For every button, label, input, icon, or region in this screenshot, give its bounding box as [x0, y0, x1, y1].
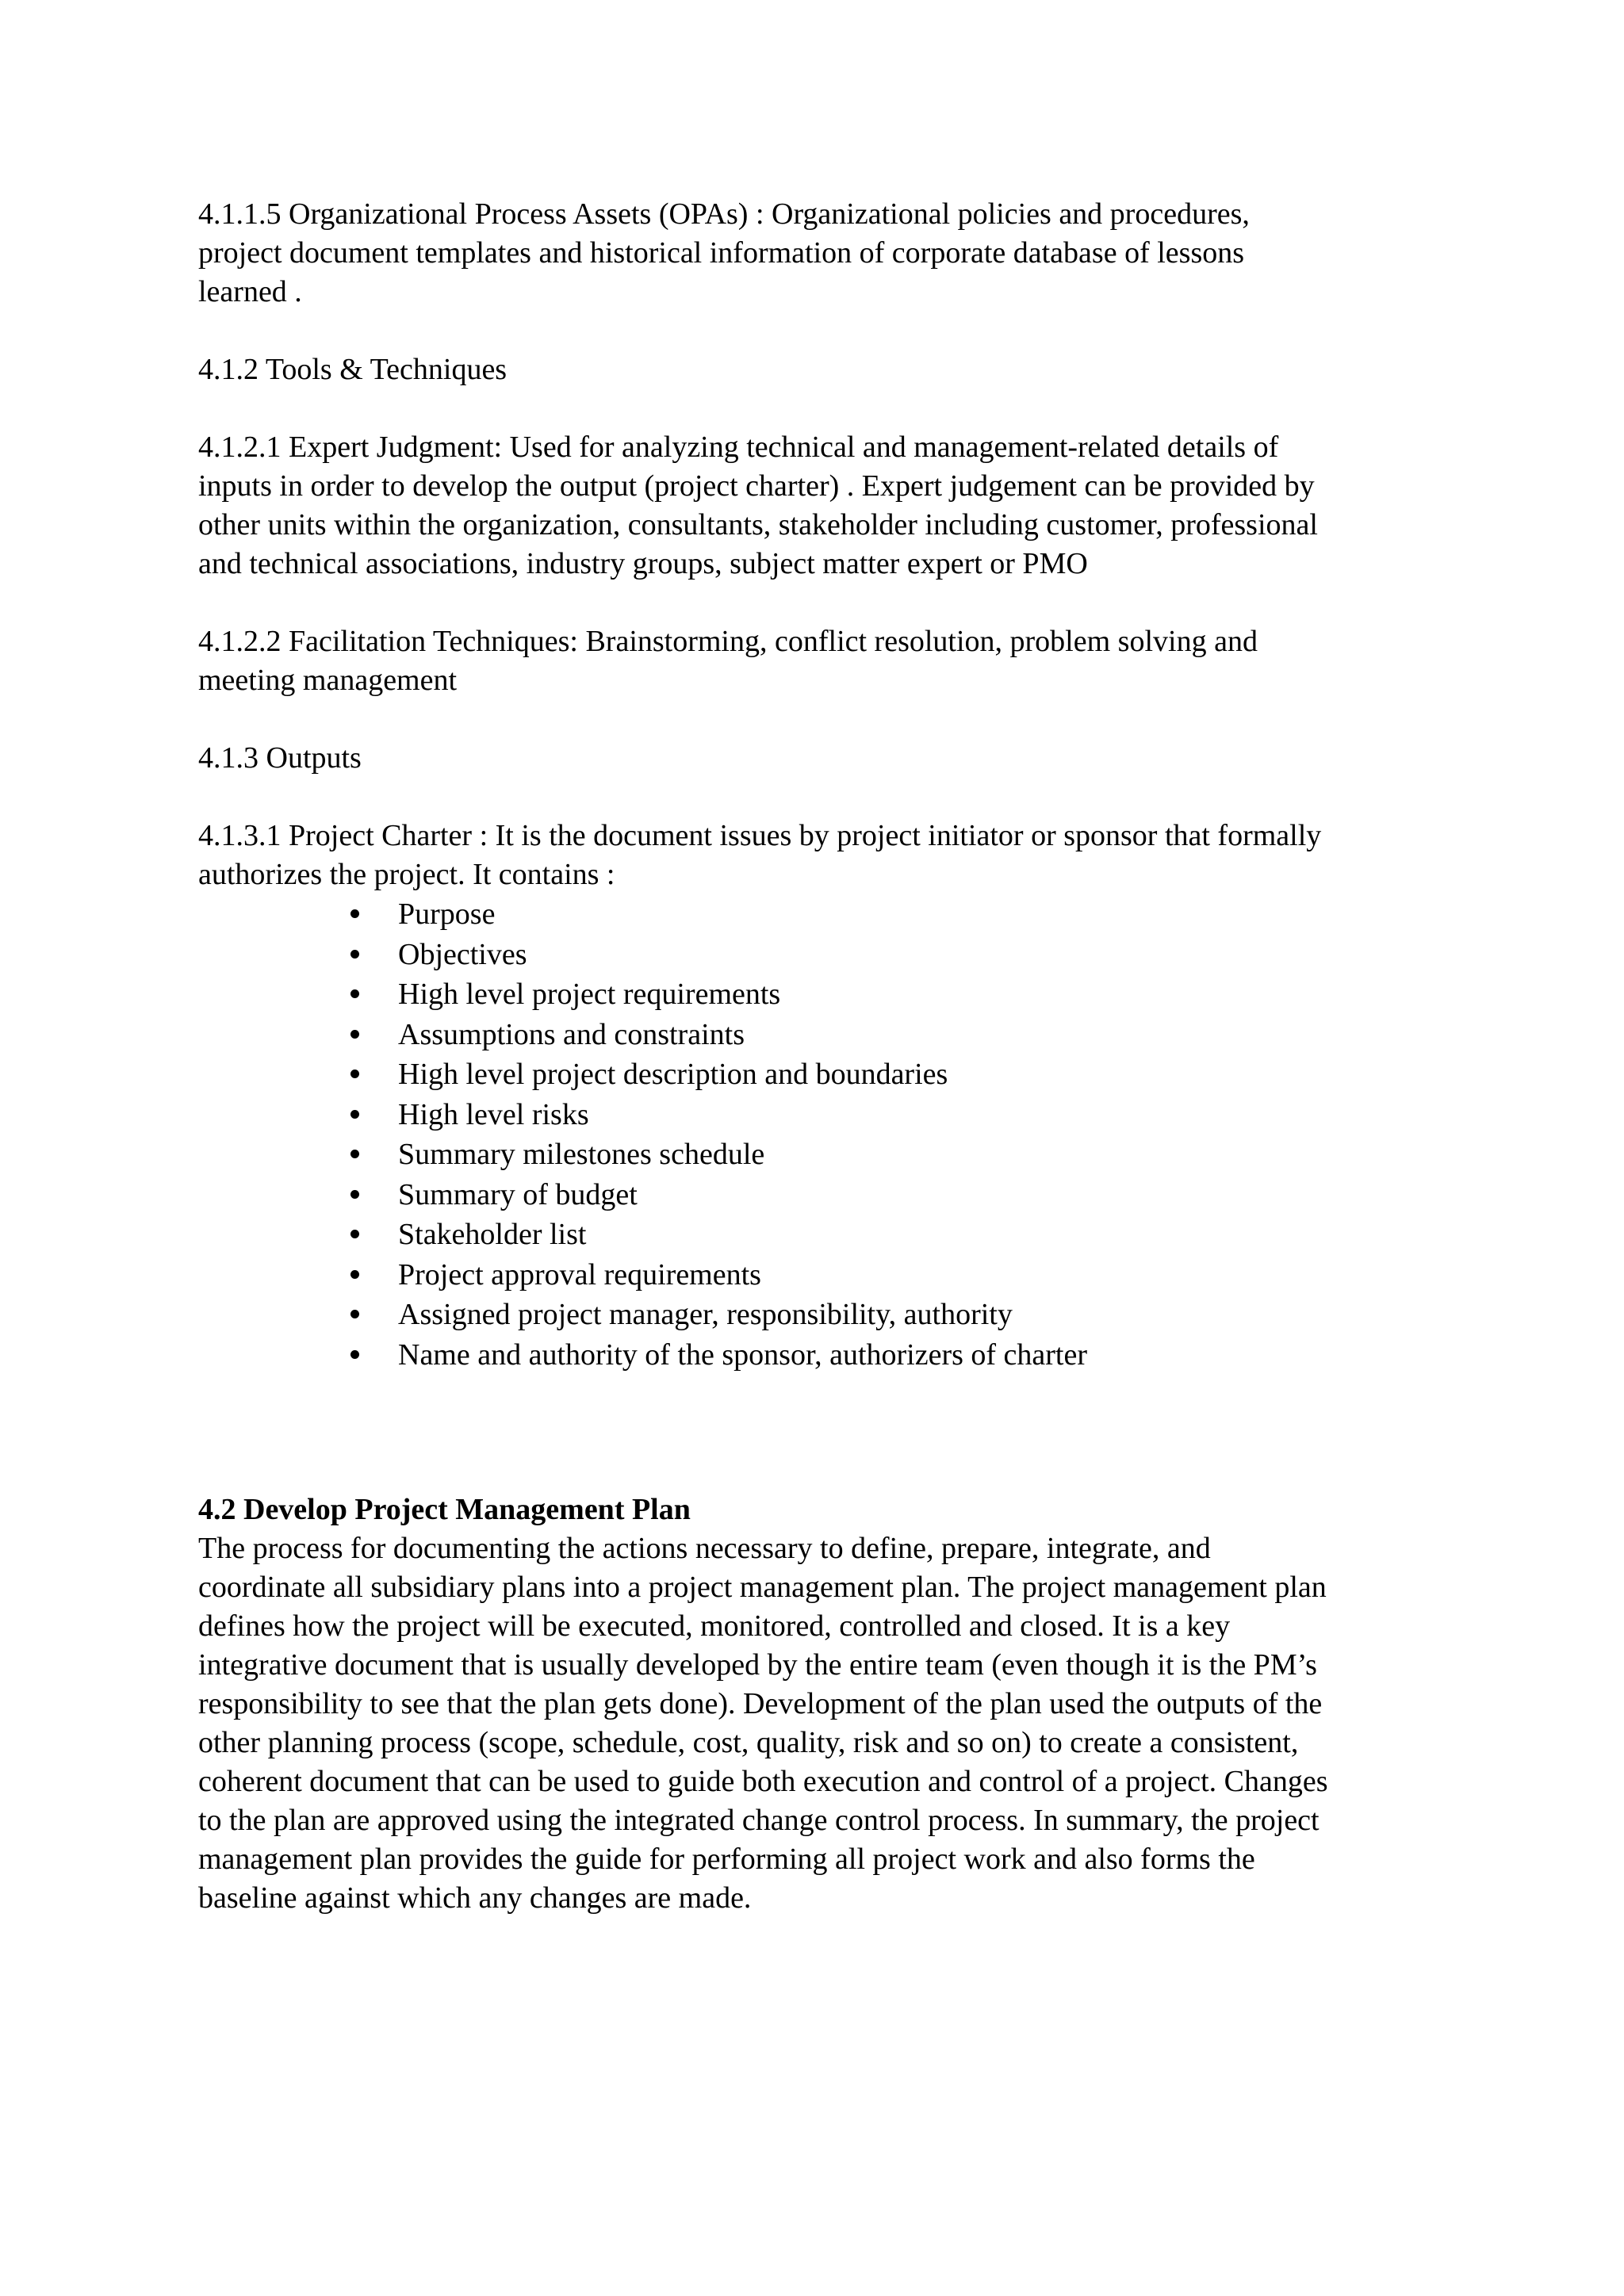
- develop-line-9: management plan provides the guide for performing all project work and also forms the: [198, 1843, 1255, 1876]
- develop-line-5: responsibility to see that the plan gets done). Development of the plan used the outputs of the: [198, 1687, 1323, 1720]
- project-charter-paragraph: [198, 817, 1435, 894]
- expert-line-4: and technical associations, industry groups, subject matter expert or PMO: [198, 547, 1088, 580]
- develop-line-10: baseline against which any changes are made.: [198, 1881, 752, 1915]
- expert-line-1: 4.1.2.1 Expert Judgment: Used for analyzing technical and management-related details of: [198, 430, 1279, 464]
- facilitation-paragraph: [198, 622, 1435, 700]
- opas-line-1: 4.1.1.5 Organizational Process Assets (OPAs) : Organizational policies and procedures,: [198, 197, 1250, 231]
- develop-line-3: defines how the project will be executed, monitored, controlled and closed. It is a key: [198, 1609, 1231, 1643]
- opas-line-2: project document templates and historical information of corporate database of lessons: [198, 236, 1245, 270]
- develop-line-2: coordinate all subsidiary plans into a project management plan. The project management plan: [198, 1571, 1327, 1604]
- list-item: Summary milestones schedule: [398, 1138, 765, 1171]
- outputs-heading: 4.1.3 Outputs: [198, 741, 362, 775]
- tools-techniques-heading: 4.1.2 Tools & Techniques: [198, 353, 508, 386]
- develop-line-1: The process for documenting the actions necessary to define, prepare, integrate, and: [198, 1532, 1211, 1565]
- charter-line-1: 4.1.3.1 Project Charter : It is the document issues by project initiator or sponsor that formally: [198, 819, 1322, 852]
- facilitation-line-1: 4.1.2.2 Facilitation Techniques: Brainstorming, conflict resolution, problem solving and: [198, 625, 1258, 658]
- list-item: High level project description and boundaries: [398, 1058, 948, 1091]
- expert-line-3: other units within the organization, consultants, stakeholder including customer, professional: [198, 508, 1318, 541]
- list-item: Summary of budget: [398, 1177, 638, 1211]
- develop-line-8: to the plan are approved using the integrated change control process. In summary, the project: [198, 1804, 1320, 1837]
- list-item: Stakeholder list: [398, 1218, 587, 1251]
- develop-plan-heading: 4.2 Develop Project Management Plan: [198, 1493, 691, 1526]
- expert-line-2: inputs in order to develop the output (project charter) . Expert judgement can be provided by: [198, 469, 1315, 503]
- list-item: Purpose: [398, 897, 496, 931]
- page-content: [198, 195, 1435, 1918]
- list-item: Assigned project manager, responsibility, authority: [398, 1298, 1013, 1331]
- list-item: High level project requirements: [398, 978, 781, 1011]
- list-item: Assumptions and constraints: [398, 1017, 745, 1051]
- opas-line-3: learned .: [198, 275, 302, 308]
- list-item: Project approval requirements: [398, 1257, 761, 1292]
- facilitation-line-2: meeting management: [198, 664, 458, 697]
- expert-judgment-paragraph: [198, 428, 1435, 584]
- list-item: Name and authority of the sponsor, authorizers of charter: [398, 1337, 1088, 1372]
- develop-line-4: integrative document that is usually developed by the entire team (even though it is the PM’s: [198, 1648, 1317, 1682]
- charter-contents-list: [347, 894, 1435, 1375]
- opas-paragraph: [198, 195, 1435, 312]
- list-item: High level risks: [398, 1097, 589, 1131]
- develop-line-7: coherent document that can be used to guide both execution and control of a project. Changes: [198, 1765, 1328, 1798]
- charter-line-2: authorizes the project. It contains :: [198, 858, 615, 891]
- develop-line-6: other planning process (scope, schedule, cost, quality, risk and so on) to create a consistent,: [198, 1726, 1299, 1759]
- develop-plan-paragraph: [198, 1529, 1435, 1918]
- list-item: Objectives: [398, 937, 527, 971]
